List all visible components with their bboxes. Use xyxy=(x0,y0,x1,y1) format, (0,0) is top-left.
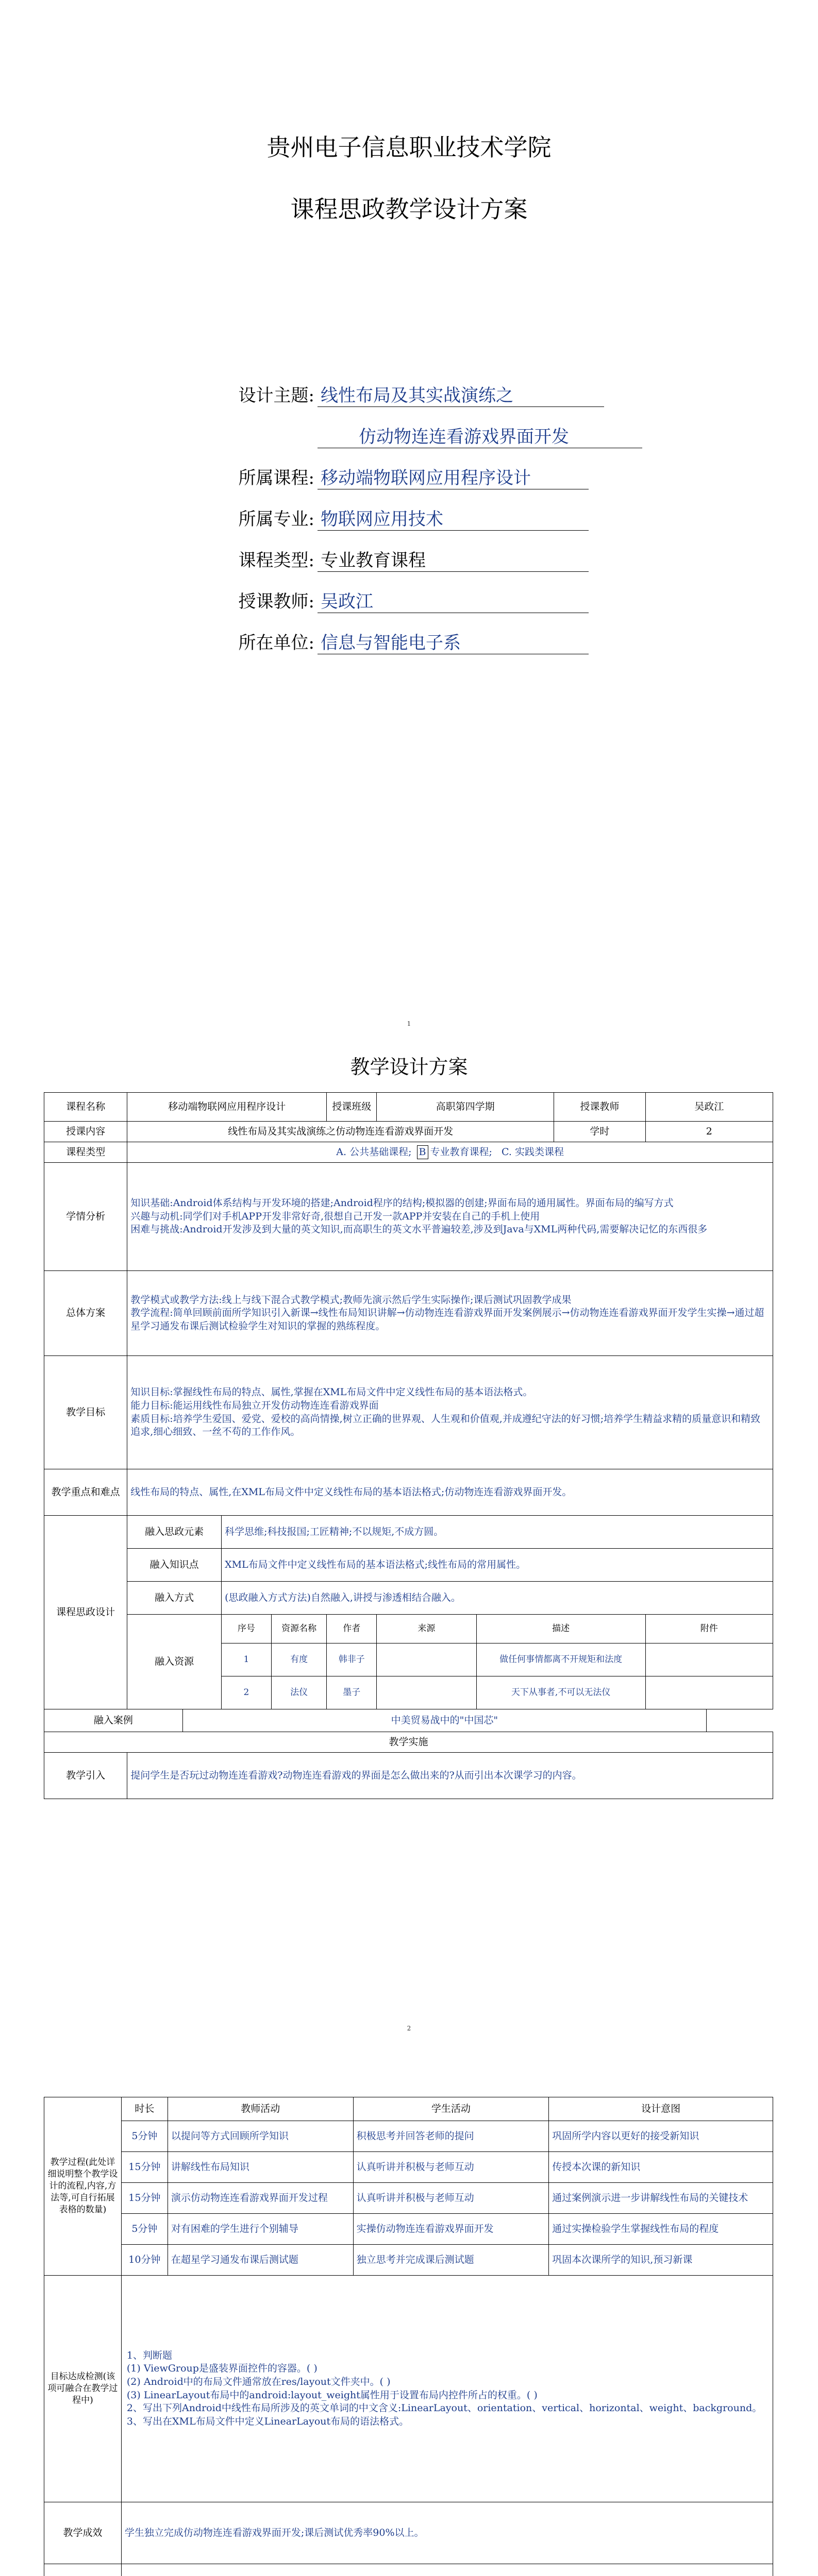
res-cell: 1 xyxy=(222,1643,272,1676)
process-header: 学生活动 xyxy=(353,2097,549,2121)
process-cell: 15分钟 xyxy=(121,2152,168,2183)
ideo-point: XML布局文件中定义线性布局的基本语法格式;线性布局的常用属性。 xyxy=(222,1549,773,1582)
process-cell: 传授本次课的新知识 xyxy=(549,2152,773,2183)
cover-value: 物联网应用技术 xyxy=(318,505,589,531)
analysis-line: 知识基础:Android体系结构与开发环境的搭建;Android程序的结构;模拟器的创建;界面布局的通用属性。界面布局的编写方式 xyxy=(130,1197,674,1209)
label-cell: 融入知识点 xyxy=(127,1549,222,1582)
process-cell: 在超星学习通发布课后测试题 xyxy=(168,2245,353,2276)
cover-label: 课程类型: xyxy=(238,550,314,571)
res-cell: 韩非子 xyxy=(327,1643,377,1676)
res-cell: 有度 xyxy=(271,1643,327,1676)
type-option-a: A. 公共基础课程; xyxy=(336,1146,412,1158)
hours-value: 2 xyxy=(645,1122,773,1142)
course-class: 高职第四学期 xyxy=(377,1093,554,1122)
process-cell: 通过实操检验学生掌握线性布局的程度 xyxy=(549,2214,773,2245)
design-page xyxy=(0,1030,818,2050)
process-cell: 演示仿动物连连看游戏界面开发过程 xyxy=(168,2183,353,2214)
eval-line: 2、写出下列Android中线性布局所涉及的英文单词的中文含义:LinearLayout、orientation、vertical、horizontal、weight、background。 xyxy=(126,2402,762,2414)
cover-label: 所属专业: xyxy=(238,509,314,530)
ideo-element: 科学思维;科技报国;工匠精神;不以规矩,不成方圆。 xyxy=(222,1516,773,1549)
intro-text: 提问学生是否玩过动物连连看游戏?动物连连看游戏的界面是怎么做出来的?从而引出本次课学习的内容。 xyxy=(127,1753,773,1799)
process-cell: 认真听讲并积极与老师互动 xyxy=(353,2183,549,2214)
cover-value: 仿动物连连看游戏界面开发 xyxy=(318,422,642,448)
label-cell: 授课教师 xyxy=(554,1093,645,1122)
row-res-header xyxy=(44,1615,773,1643)
cover-value: 信息与智能电子系 xyxy=(318,629,589,654)
process-cell: 以提问等方式回顾所学知识 xyxy=(168,2121,353,2152)
school-name: 贵州电子信息职业技术学院 xyxy=(266,133,552,161)
res-cell: 墨子 xyxy=(327,1676,377,1709)
course-name: 移动端物联网应用程序设计 xyxy=(127,1093,327,1122)
cover-label: 所在单位: xyxy=(238,633,314,653)
type-option-b-mark: B xyxy=(417,1145,428,1160)
cover-row-type xyxy=(206,546,589,574)
label-cell: 融入案例 xyxy=(44,1709,183,1732)
goal-line: 素质目标:培养学生爱国、爱党、爱校的高尚情操,树立正确的世界观、人生观和价值观,并成遵纪守法的好习惯;培养学生精益求精的质量意识和精致追求,细心细致、一丝不苟的工作作风。 xyxy=(130,1413,761,1438)
type-option-b: 专业教育课程; xyxy=(430,1146,492,1158)
overall-line: 教学流程:简单回顾前面所学知识引入新课→线性布局知识讲解→仿动物连连看游戏界面开发案例展示→仿动物连连看游戏界面开发学生实操→通过超星学习通发布课后测试检验学生对知识的掌握的熟练程度。 xyxy=(130,1307,764,1332)
process-page xyxy=(0,2050,818,2576)
res-cell xyxy=(645,1676,773,1709)
res-header: 附件 xyxy=(645,1615,773,1643)
goal-text xyxy=(127,1356,773,1469)
design-heading: 教学设计方案 xyxy=(350,1056,468,1078)
label-cell: 教学目标 xyxy=(44,1356,127,1469)
process-row xyxy=(44,2152,773,2183)
row-ideo-element xyxy=(44,1516,773,1549)
eval-text xyxy=(121,2276,773,2502)
process-cell: 积极思考并回答老师的提问 xyxy=(353,2121,549,2152)
eval-line: (3) LinearLayout布局中的android:layout_weight属性用于设置布局内控件所占的权重。( ) xyxy=(126,2389,538,2401)
row-feature xyxy=(44,2564,773,2576)
res-cell: 天下从事者,不可以无法仪 xyxy=(476,1676,645,1709)
label-cell: 融入资源 xyxy=(127,1615,222,1709)
label-cell xyxy=(44,2564,122,2576)
row-key xyxy=(44,1469,773,1516)
label-cell: 目标达成检测(该项可融合在教学过程中) xyxy=(44,2276,122,2502)
process-cell: 10分钟 xyxy=(121,2245,168,2276)
row-case xyxy=(44,1709,773,1732)
res-header: 序号 xyxy=(222,1615,272,1643)
res-header: 资源名称 xyxy=(271,1615,327,1643)
teacher-name: 吴政江 xyxy=(645,1093,773,1122)
cover-value: 移动端物联网应用程序设计 xyxy=(318,464,589,489)
cover-value: 线性布局及其实战演练之 xyxy=(318,381,604,407)
label-cell: 学情分析 xyxy=(44,1163,127,1271)
process-cell: 对有困难的学生进行个别辅导 xyxy=(168,2214,353,2245)
process-cell: 5分钟 xyxy=(121,2214,168,2245)
row-course xyxy=(44,1093,773,1122)
row-goal xyxy=(44,1356,773,1469)
cover-label: 授课教师: xyxy=(238,591,314,612)
res-cell xyxy=(377,1676,477,1709)
res-cell: 做任何事情都离不开规矩和法度 xyxy=(476,1643,645,1676)
process-cell: 讲解线性布局知识 xyxy=(168,2152,353,2183)
cover-row-teacher xyxy=(206,587,589,615)
row-impl xyxy=(44,1732,773,1753)
cover-row-course xyxy=(206,464,589,492)
result-text: 学生独立完成仿动物连连看游戏界面开发;课后测试优秀率90%以上。 xyxy=(121,2502,773,2564)
design-table xyxy=(44,1092,773,1799)
res-cell xyxy=(377,1643,477,1676)
row-overall xyxy=(44,1271,773,1356)
label-cell: 授课班级 xyxy=(327,1093,377,1122)
row-result xyxy=(44,2502,773,2564)
process-header: 教师活动 xyxy=(168,2097,353,2121)
process-cell: 5分钟 xyxy=(121,2121,168,2152)
eval-line: 1、判断题 xyxy=(126,2349,172,2361)
row-analysis xyxy=(44,1163,773,1271)
label-cell: 教学成效 xyxy=(44,2502,122,2564)
process-row xyxy=(44,2245,773,2276)
goal-line: 能力目标:能运用线性布局独立开发仿动物连连看游戏界面 xyxy=(130,1399,379,1411)
label-cell: 融入思政元素 xyxy=(127,1516,222,1549)
document-title: 课程思政教学设计方案 xyxy=(290,195,528,223)
process-row xyxy=(44,2183,773,2214)
type-option-c: C. 实践类课程 xyxy=(502,1146,564,1158)
process-cell: 认真听讲并积极与老师互动 xyxy=(353,2152,549,2183)
page-number: 1 xyxy=(407,1020,411,1027)
row-content xyxy=(44,1122,773,1142)
process-row xyxy=(44,2214,773,2245)
feature-text xyxy=(121,2564,773,2576)
goal-line: 知识目标:掌握线性布局的特点、属性,掌握在XML布局文件中定义线性布局的基本语法格式。 xyxy=(130,1386,533,1398)
analysis-line: 困难与挑战:Android开发涉及到大量的英文知识,而高职生的英文水平普遍较差,涉及到Java与XML两种代码,需要解决记忆的东西很多 xyxy=(130,1224,708,1235)
process-header-row xyxy=(44,2097,773,2121)
label-cell: 融入方式 xyxy=(127,1582,222,1615)
eval-line: (2) Android中的布局文件通常放在res/layout文件夹中。( ) xyxy=(126,2376,391,2387)
cover-label: 设计主题: xyxy=(238,385,314,406)
res-header: 描述 xyxy=(476,1615,645,1643)
cover-label: 所属课程: xyxy=(238,468,314,488)
label-cell: 总体方案 xyxy=(44,1271,127,1356)
overall-text xyxy=(127,1271,773,1356)
label-cell: 课程类型 xyxy=(44,1142,127,1163)
type-options xyxy=(127,1142,773,1163)
row-ideo-method xyxy=(44,1582,773,1615)
row-type xyxy=(44,1142,773,1163)
cover-row-theme xyxy=(206,381,604,409)
page-number: 2 xyxy=(407,2025,411,2032)
ideo-method: (思政融入方式方法)自然融入,讲授与渗透相结合融入。 xyxy=(222,1582,773,1615)
label-cell: 学时 xyxy=(554,1122,645,1142)
label-cell: 教学过程(此处详细说明整个教学设计的流程,内容,方法等,可自行拓展表格的数量) xyxy=(44,2097,122,2276)
row-intro xyxy=(44,1753,773,1799)
process-header: 时长 xyxy=(121,2097,168,2121)
res-cell: 法仪 xyxy=(271,1676,327,1709)
eval-line: 3、写出在XML布局文件中定义LinearLayout布局的语法格式。 xyxy=(126,2415,409,2427)
cover-row-major xyxy=(206,505,589,533)
process-cell: 实操仿动物连连看游戏界面开发 xyxy=(353,2214,549,2245)
cover-value: 吴政江 xyxy=(318,587,589,613)
content-text: 线性布局及其实战演练之仿动物连连看游戏界面开发 xyxy=(127,1122,554,1142)
label-cell: 教学重点和难点 xyxy=(44,1469,127,1516)
cover-row-theme-cont xyxy=(206,422,642,450)
row-ideo-point xyxy=(44,1549,773,1582)
label-cell: 教学引入 xyxy=(44,1753,127,1799)
impl-heading: 教学实施 xyxy=(44,1732,773,1753)
key-text: 线性布局的特点、属性,在XML布局文件中定义线性布局的基本语法格式;仿动物连连看游戏界面开发。 xyxy=(127,1469,773,1516)
process-row xyxy=(44,2121,773,2152)
process-table xyxy=(44,2097,773,2576)
process-cell: 通过案例演示进一步讲解线性布局的关键技术 xyxy=(549,2183,773,2214)
eval-line: (1) ViewGroup是盛装界面控件的容器。( ) xyxy=(126,2363,318,2375)
cover-value: 专业教育课程 xyxy=(318,546,589,572)
process-cell: 巩固所学内容以更好的接受新知识 xyxy=(549,2121,773,2152)
analysis-line: 兴趣与动机:同学们对手机APP开发非常好奇,很想自己开发一款APP并安装在自己的手机上使用 xyxy=(130,1210,540,1222)
res-cell xyxy=(645,1643,773,1676)
res-header: 作者 xyxy=(327,1615,377,1643)
process-cell: 独立思考并完成课后测试题 xyxy=(353,2245,549,2276)
case-text: 中美贸易战中的"中国芯" xyxy=(182,1709,706,1732)
cover-page xyxy=(0,0,818,1030)
analysis-text xyxy=(127,1163,773,1271)
res-cell: 2 xyxy=(222,1676,272,1709)
label-cell: 课程思政设计 xyxy=(44,1516,127,1709)
row-eval xyxy=(44,2276,773,2502)
process-cell: 15分钟 xyxy=(121,2183,168,2214)
label-cell: 课程名称 xyxy=(44,1093,127,1122)
cover-row-unit xyxy=(206,629,589,656)
overall-line: 教学模式或教学方法:线上与线下混合式教学模式;教师先演示然后学生实际操作;课后测试巩固教学成果 xyxy=(130,1294,572,1306)
res-header: 来源 xyxy=(377,1615,477,1643)
process-header: 设计意图 xyxy=(549,2097,773,2121)
label-cell: 授课内容 xyxy=(44,1122,127,1142)
process-cell: 巩固本次课所学的知识,预习新课 xyxy=(549,2245,773,2276)
